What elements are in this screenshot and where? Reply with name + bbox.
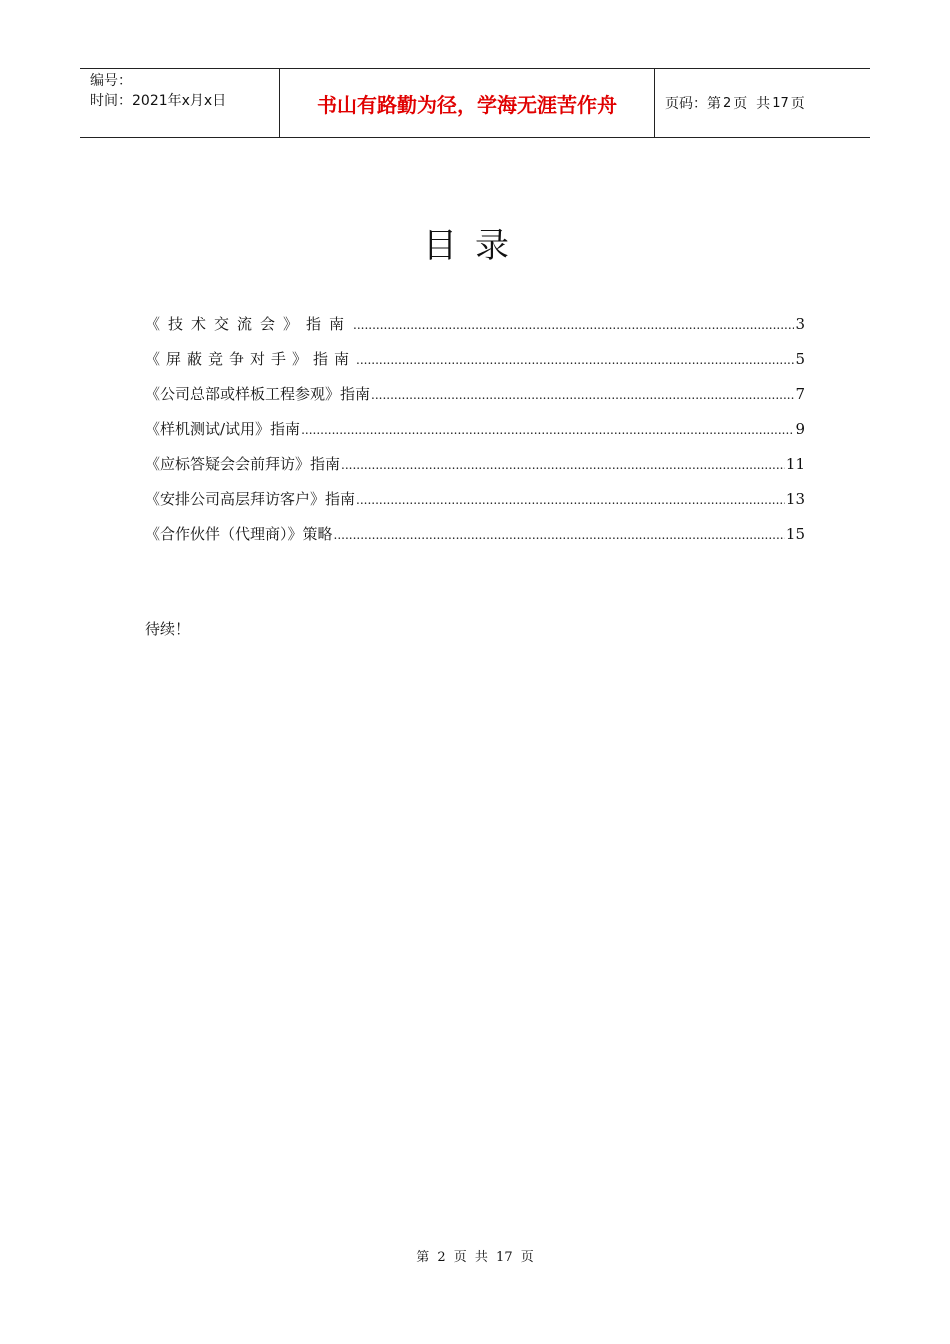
page-footer: 第 2 页 共 17 页 [416, 1250, 534, 1265]
toc-leader-dots [371, 388, 794, 402]
toc-item-label: 《屏蔽竞争对手》指南 [145, 350, 356, 368]
toc-item[interactable] [145, 383, 805, 418]
serial-label: 编号： [90, 73, 132, 89]
page-total: 17 [772, 95, 789, 111]
toc-item[interactable] [145, 453, 805, 488]
toc-item-label: 《样机测试/试用》指南 [145, 420, 301, 438]
toc-item-label: 《公司总部或样板工程参观》指南 [145, 385, 371, 403]
table-of-contents [145, 313, 805, 558]
continued-note: 待续！ [145, 620, 191, 638]
toc-item-page: 7 [795, 385, 805, 403]
toc-item-label: 《合作伙伴（代理商）》策略 [145, 525, 333, 543]
page-suffix: 页 [790, 96, 805, 112]
header-page-info [655, 69, 870, 137]
header-meta [80, 69, 280, 137]
toc-item-page: 5 [795, 350, 805, 368]
toc-item[interactable] [145, 313, 805, 348]
toc-leader-dots [334, 528, 785, 542]
toc-item-label: 《技术交流会》指南 [145, 315, 353, 333]
toc-leader-dots [353, 318, 794, 332]
toc-leader-dots [341, 458, 785, 472]
toc-item-label: 《安排公司高层拜访客户》指南 [145, 490, 356, 508]
page-header [80, 68, 870, 138]
toc-leader-dots [301, 423, 794, 437]
toc-item-page: 13 [785, 490, 805, 508]
page-title: 目录 [423, 226, 527, 266]
page-current: 2 [723, 95, 732, 111]
time-label: 时间：2021年x月x日 [90, 93, 227, 109]
toc-item[interactable] [145, 523, 805, 558]
toc-leader-dots [356, 353, 794, 367]
toc-item-page: 9 [795, 420, 805, 438]
toc-item-page: 11 [785, 455, 805, 473]
toc-leader-dots [356, 493, 785, 507]
toc-item-page: 3 [795, 315, 805, 333]
toc-item[interactable] [145, 348, 805, 383]
page-mid: 页 共 [733, 96, 771, 112]
toc-item-page: 15 [785, 525, 805, 543]
header-motto: 书山有路勤为径，学海无涯苦作舟 [280, 69, 655, 137]
toc-item[interactable] [145, 488, 805, 523]
toc-item-label: 《应标答疑会会前拜访》指南 [145, 455, 341, 473]
toc-item[interactable] [145, 418, 805, 453]
page-prefix: 页码：第 [665, 96, 721, 112]
